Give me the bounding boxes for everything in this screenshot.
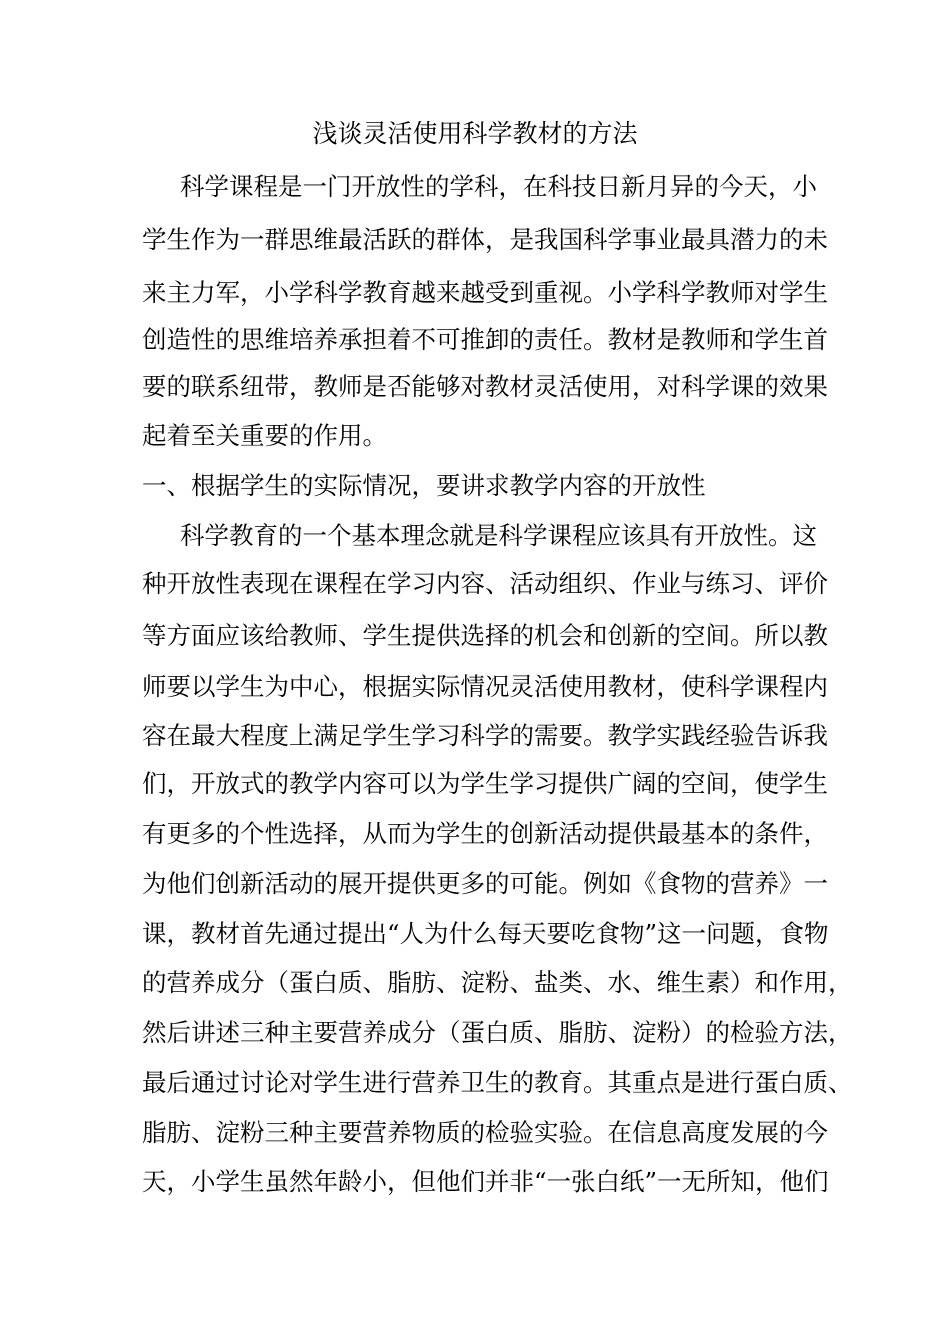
paragraph-line: 学生作为一群思维最活跃的群体，是我国科学事业最具潜力的未 — [142, 225, 828, 254]
paragraph-line: 要的联系纽带，教师是否能够对教材灵活使用，对科学课的效果 — [142, 372, 828, 401]
paragraph-line: 来主力军，小学科学教育越来越受到重视。小学科学教师对学生 — [142, 278, 828, 307]
paragraph-line: 种开放性表现在课程在学习内容、活动组织、作业与练习、评价 — [142, 569, 828, 598]
paragraph-line: 有更多的个性选择，从而为学生的创新活动提供最基本的条件， — [142, 819, 828, 848]
paragraph-line: 课，教材首先通过提出“人为什么每天要吃食物”这一问题，食物 — [142, 919, 829, 948]
paragraph-line: 们，开放式的教学内容可以为学生学习提供广阔的空间，使学生 — [142, 769, 828, 798]
paragraph-line: 师要以学生为中心，根据实际情况灵活使用教材，使科学课程内 — [142, 672, 828, 701]
document-title: 浅谈灵活使用科学教材的方法 — [312, 119, 638, 148]
paragraph-line: 为他们创新活动的展开提供更多的可能。例如《食物的营养》一 — [142, 869, 828, 898]
paragraph-line: 容在最大程度上满足学生学习科学的需要。教学实践经验告诉我 — [142, 721, 828, 750]
paragraph-line: 然后讲述三种主要营养成分（蛋白质、脂肪、淀粉）的检验方法， — [142, 1018, 853, 1047]
paragraph-line: 创造性的思维培养承担着不可推卸的责任。教材是教师和学生首 — [142, 325, 828, 354]
paragraph-line: 等方面应该给教师、学生提供选择的机会和创新的空间。所以教 — [142, 621, 828, 650]
paragraph-line: 脂肪、淀粉三种主要营养物质的检验实验。在信息高度发展的今 — [142, 1118, 828, 1147]
paragraph-line: 科学课程是一门开放性的学科，在科技日新月异的今天，小 — [180, 172, 817, 201]
paragraph-line: 科学教育的一个基本理念就是科学课程应该具有开放性。这 — [180, 521, 817, 550]
paragraph-line: 天，小学生虽然年龄小，但他们并非“一张白纸”一无所知，他们 — [142, 1167, 829, 1196]
section-heading: 一、根据学生的实际情况，要讲求教学内容的开放性 — [142, 471, 706, 500]
paragraph-line: 最后通过讨论对学生进行营养卫生的教育。其重点是进行蛋白质、 — [142, 1068, 853, 1097]
paragraph-line: 的营养成分（蛋白质、脂肪、淀粉、盐类、水、维生素）和作用， — [142, 968, 853, 997]
paragraph-line: 起着至关重要的作用。 — [142, 421, 387, 450]
